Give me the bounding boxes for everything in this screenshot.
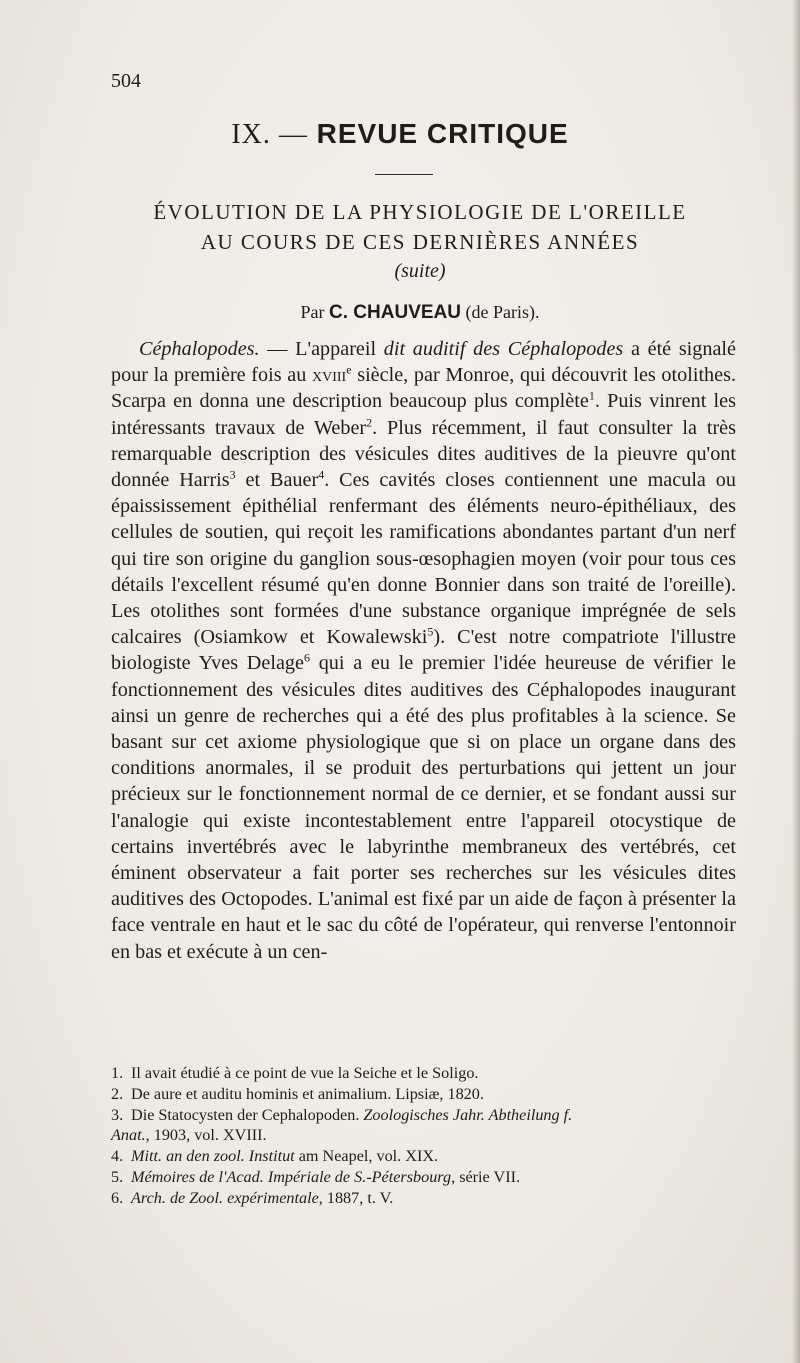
footnote-number: 2. [111, 1084, 124, 1103]
footnote-3-cont [111, 1125, 736, 1146]
footnote-text: Die Statocysten der Cephalopoden. [131, 1105, 364, 1124]
title-divider [375, 174, 433, 175]
footnote-number: 6. [111, 1188, 124, 1207]
footnote-text: am Neapel, vol. XIX. [294, 1147, 439, 1166]
chapter-number: IX. — [231, 119, 308, 150]
footnote-text: Il avait étudié à ce point de vue la Seiche et le Soligo. [131, 1064, 479, 1082]
body-span: a été signalé pour la première fois au [111, 338, 736, 387]
body-span: — L'appareil [259, 338, 384, 360]
footnote-5 [111, 1167, 736, 1188]
footnote-ref: 6 [303, 650, 310, 665]
footnote-number: 3. [111, 1105, 124, 1124]
byline [0, 302, 800, 324]
author-affiliation: (de Paris). [465, 302, 540, 322]
footnote-text: De aure et auditu hominis et animalium. Lipsiæ, 1820. [131, 1084, 484, 1103]
body-text [111, 336, 736, 965]
body-paragraph [111, 336, 736, 965]
footnote-ref: 1 [588, 388, 595, 403]
footnote-text-italic: Arch. de Zool. expérimentale [131, 1188, 319, 1207]
page-number: 504 [111, 70, 141, 92]
footnote-text: , 1887, t. V. [318, 1188, 394, 1207]
footnote-text-italic: Mémoires de l'Acad. Impériale de S.-Pétersbourg [131, 1167, 452, 1186]
body-span-italic: dit auditif des Céphalopodes [383, 338, 624, 360]
footnote-number: 5. [111, 1167, 124, 1186]
footnote-text-italic: Mitt. an den zool. Institut [131, 1147, 295, 1166]
footnote-ref: 2 [366, 414, 373, 429]
body-span: . Puis vinrent les intéressants travaux de Weber [111, 390, 736, 439]
footnote-ref: 3 [229, 467, 236, 482]
body-span: siècle, par Monroe, qui découvrit les otolithes. Scarpa en donna une description beaucoup plus complète [111, 364, 737, 413]
footnote-6 [111, 1188, 736, 1209]
footnote-text: , 1903, vol. XVIII. [145, 1126, 267, 1145]
century-suffix: e [346, 362, 352, 377]
author-name: C. CHAUVEAU [329, 302, 461, 323]
article-title-line2: AU COURS DE CES DERNIÈRES ANNÉES [200, 230, 640, 254]
footnote-4 [111, 1146, 736, 1167]
chapter-name: REVUE CRITIQUE [316, 118, 569, 149]
footnote-ref: 4 [318, 467, 325, 482]
footnote-text-italic: Zoologisches Jahr. Abtheilung f. [363, 1105, 573, 1124]
footnote-number: 1. [111, 1064, 124, 1082]
body-span: et Bauer [235, 469, 319, 492]
article-subtitle: (suite) [394, 260, 446, 282]
body-span: . Ces cavités closes contiennent une macula ou épaississement épithélial renfermant des éléments neuro-épithéliaux, des cellules de soutien, qui reçoit les ramifications abondantes partant d'un nerf qui tire son origine du ganglion sous-œsophagien moyen (voir pour tous ces détails l'excellent résumé qu'en donne Bonnier dans son traité de l'oreille). Les otolithes sont formées d'une substance organique imprégnée de sels calcaires (Osiamkow et Kowalewski [111, 469, 736, 649]
century-numeral: xviii [312, 364, 347, 387]
footnote-text: , série VII. [451, 1167, 521, 1186]
footnote-3 [111, 1105, 736, 1126]
footnote-2 [111, 1084, 736, 1105]
byline-prefix: Par [300, 302, 325, 322]
footnote-number: 4. [111, 1147, 124, 1166]
chapter-title [0, 118, 800, 151]
footnote-text-italic: Anat. [111, 1126, 146, 1145]
body-span: . Plus récemment, il faut consulter la très remarquable description des vésicules dites auditives de la pieuvre qu'ont donnée Harris [111, 416, 736, 492]
footnotes [111, 1063, 736, 1209]
footnote-1 [111, 1063, 736, 1084]
body-span: qui a eu le premier l'idée heureuse de vérifier le fonctionnement des vésicules dites auditives des Céphalopodes inaugurant ainsi un genre de recherches qui a été des plus profitables à la science. Se basant sur cet axiome physiologique que si on place un organe dans des conditions anormales, il se produit des perturbations qui jettent un jour précieux sur le fonctionnement normal de ce dernier, et se fondant aussi sur l'analogie qui existe incontestablement entre l'appareil otocystique de certains invertébrés avec le labyrinthe membraneux des vertébrés, cet éminent observateur a fait porter ses recherches sur les vésicules dites auditives des Octopodes. L'animal est fixé par un aide de façon à présenter la face ventrale en haut et le sac du côté de l'opérateur, qui renverse l'entonnoir en bas et exécute à un cen- [111, 652, 736, 963]
section-heading: Céphalopodes. [139, 338, 260, 360]
article-title-line1: ÉVOLUTION DE LA PHYSIOLOGIE DE L'OREILLE [153, 200, 687, 224]
body-span: ). C'est notre compatriote l'illustre biologiste Yves Delage [111, 626, 736, 675]
footnote-ref: 5 [427, 624, 434, 639]
